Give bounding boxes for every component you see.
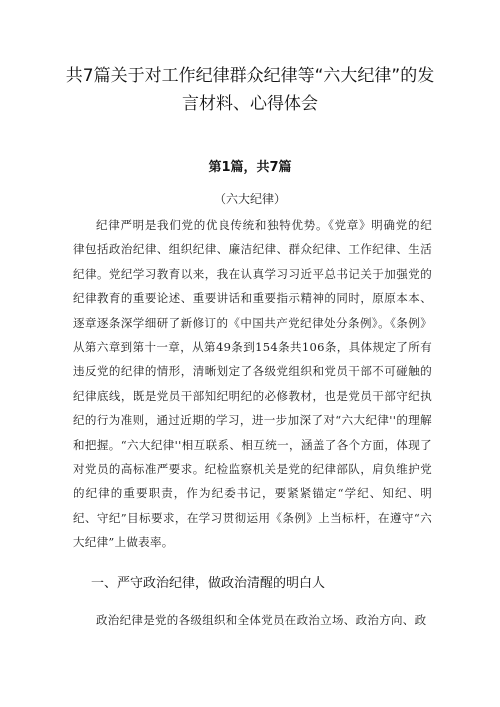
section-tag: （六大纪律）	[213, 192, 286, 206]
body-paragraph: 纪律严明是我们党的优良传统和独特优势。《党章》明确党的纪律包括政治纪律、组织纪律、廉洁纪律、群众纪律、工作纪律、生活纪律。党纪学习教育以来，我在认真学习习近平总书记关于加强党的纪律教育的重要论述、重要讲话和重要指示精神的同时，原原本本、逐章逐条深学细研了新修订的《中国共产党纪律处分条例》。《条例》从第六章到第十一章，从第49条到154条共106条，具体规定了所有违反党的纪律的情形，清晰划定了各级党组织和党员干部不可碰触的纪律底线，既是党员干部知纪明纪的必修教材，也是党员干部守纪执纪的行为准则，通过近期的学习，进一步加深了对“六大纪律''的理解和把握。“六大纪律''相互联系、相互统一，涵盖了各个方面，体现了对党员的高标准严要求。纪检监察机关是党的纪律部队，肩负维护党的纪律的重要职责，作为纪委书记，要紧紧锚定“学纪、知纪、明纪、守纪”目标要求，在学习贯彻运用《条例》上当标杆，在遵守“六大纪律”上做表率。	[73, 218, 432, 550]
body-paragraph-2: 政治纪律是党的各级组织和全体党员在政治立场、政治方向、政	[96, 613, 427, 627]
section-heading: 一、严守政治纪律，做政治清醒的明白人	[91, 576, 326, 591]
document-title: 共7篇关于对工作纪律群众纪律等“六大纪律”的发言材料、心得体会	[65, 66, 435, 114]
part-label: 第1篇，共7篇	[208, 160, 292, 175]
